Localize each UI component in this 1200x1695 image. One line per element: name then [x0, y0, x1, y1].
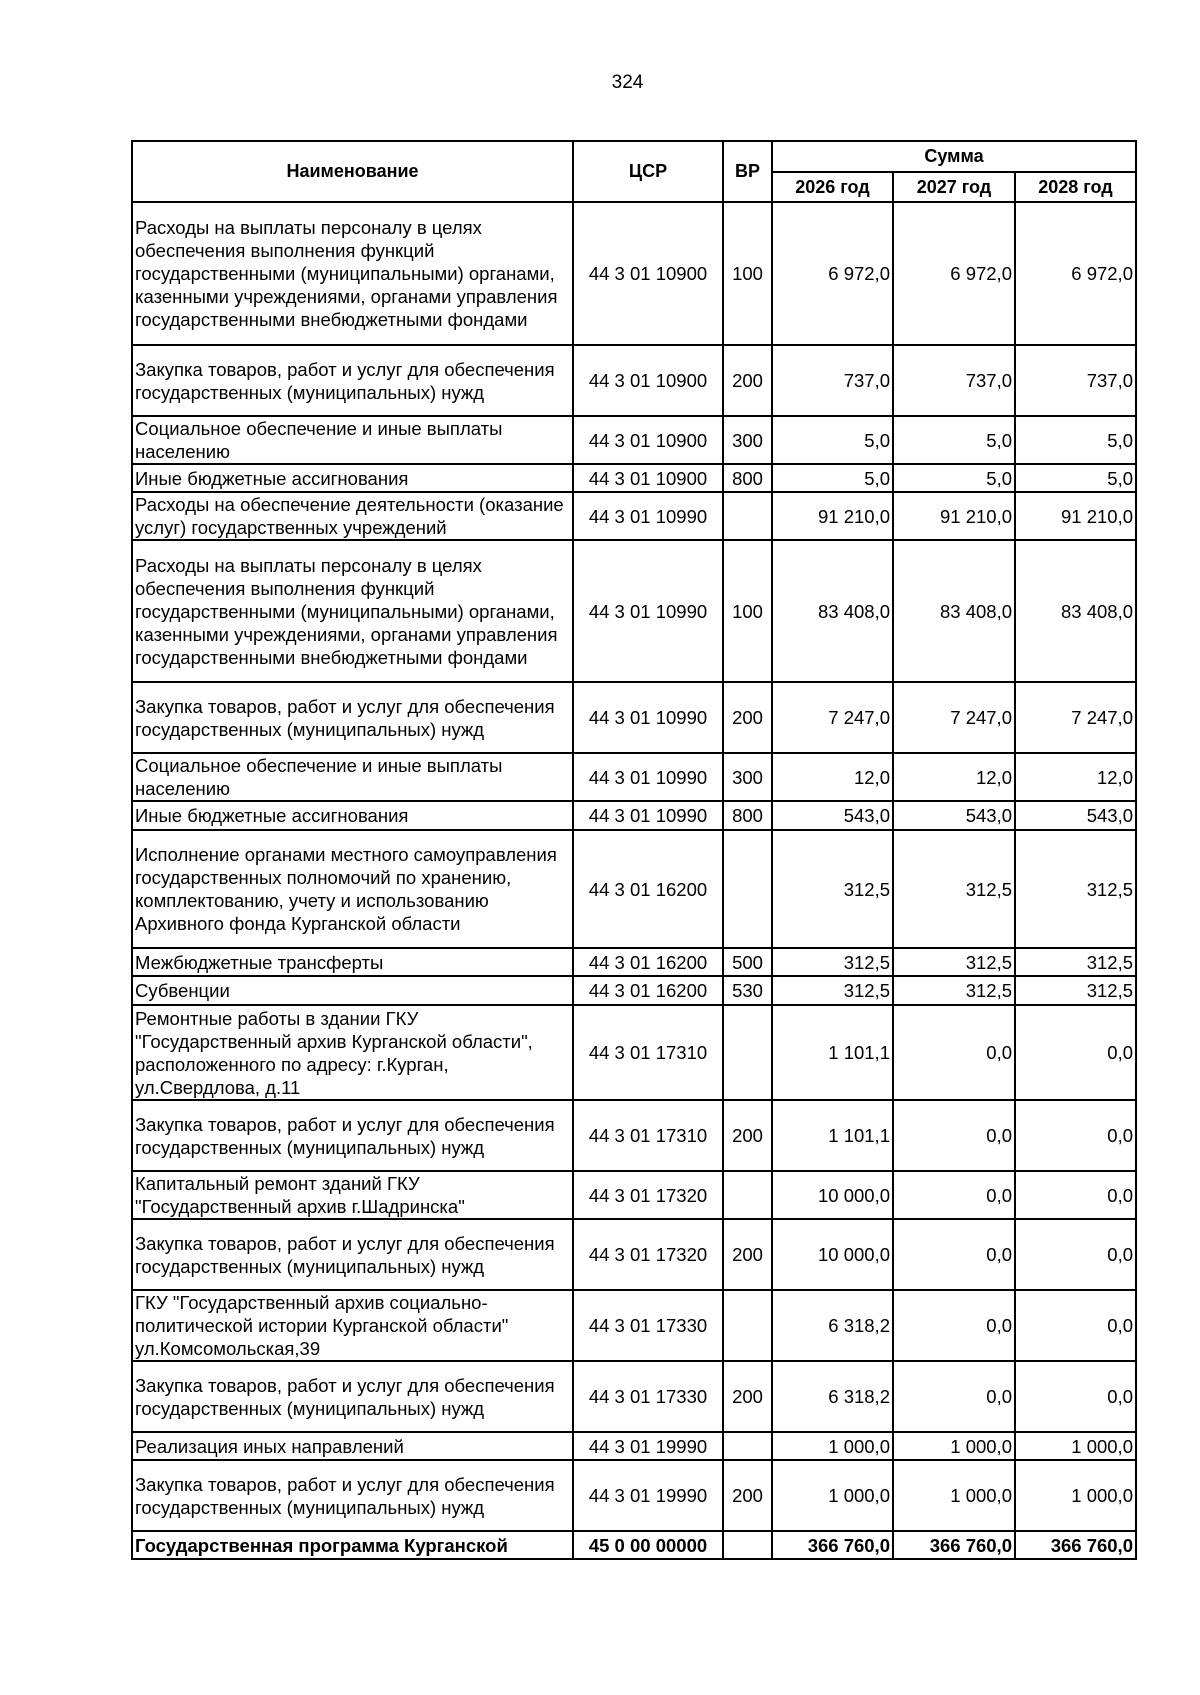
row-amount-2028: 0,0 [1015, 1005, 1136, 1100]
table-row [132, 492, 1136, 540]
row-amount-2026: 366 760,0 [772, 1531, 893, 1559]
row-name: Социальное обеспечение и иные выплаты населению [132, 753, 573, 801]
row-amount-2026: 6 972,0 [772, 202, 893, 345]
row-amount-2026: 1 000,0 [772, 1460, 893, 1531]
row-vr: 500 [723, 948, 772, 976]
table-row [132, 801, 1136, 830]
row-amount-2026: 1 101,1 [772, 1100, 893, 1171]
row-vr: 200 [723, 1100, 772, 1171]
row-csr: 44 3 01 10990 [573, 492, 723, 540]
row-name: Закупка товаров, работ и услуг для обеспечения государственных (муниципальных) нужд [132, 1460, 573, 1531]
row-vr: 200 [723, 1361, 772, 1432]
row-amount-2028: 83 408,0 [1015, 540, 1136, 682]
row-amount-2027: 6 972,0 [893, 202, 1015, 345]
row-amount-2026: 1 101,1 [772, 1005, 893, 1100]
row-csr: 44 3 01 17310 [573, 1005, 723, 1100]
row-vr [723, 492, 772, 540]
row-amount-2028: 0,0 [1015, 1290, 1136, 1361]
row-amount-2028: 6 972,0 [1015, 202, 1136, 345]
row-amount-2028: 0,0 [1015, 1171, 1136, 1219]
row-amount-2027: 737,0 [893, 345, 1015, 416]
row-csr: 44 3 01 19990 [573, 1432, 723, 1460]
table-row [132, 416, 1136, 464]
row-name: Расходы на обеспечение деятельности (оказание услуг) государственных учреждений [132, 492, 573, 540]
row-amount-2027: 0,0 [893, 1290, 1015, 1361]
table-row [132, 540, 1136, 682]
row-name: Субвенции [132, 976, 573, 1005]
row-vr: 300 [723, 416, 772, 464]
row-vr: 300 [723, 753, 772, 801]
header-sum: Сумма [772, 141, 1136, 172]
row-amount-2026: 6 318,2 [772, 1361, 893, 1432]
row-amount-2028: 1 000,0 [1015, 1460, 1136, 1531]
row-csr: 44 3 01 10900 [573, 345, 723, 416]
row-amount-2028: 0,0 [1015, 1100, 1136, 1171]
row-amount-2026: 312,5 [772, 948, 893, 976]
page-number: 324 [611, 72, 644, 93]
header-2026: 2026 год [772, 172, 893, 202]
table-row [132, 1361, 1136, 1432]
row-name: Расходы на выплаты персоналу в целях обеспечения выполнения функций государственными (муниципальными) органами, казенными учреждениями, органами управления государственными внебюджетными фондами [132, 540, 573, 682]
row-name: Государственная программа Курганской [132, 1531, 573, 1559]
row-amount-2028: 366 760,0 [1015, 1531, 1136, 1559]
row-amount-2027: 1 000,0 [893, 1432, 1015, 1460]
table-row [132, 345, 1136, 416]
row-name: Закупка товаров, работ и услуг для обеспечения государственных (муниципальных) нужд [132, 345, 573, 416]
row-csr: 44 3 01 16200 [573, 948, 723, 976]
row-csr: 44 3 01 17330 [573, 1290, 723, 1361]
row-amount-2028: 91 210,0 [1015, 492, 1136, 540]
row-name: Закупка товаров, работ и услуг для обеспечения государственных (муниципальных) нужд [132, 682, 573, 753]
table-row [132, 830, 1136, 948]
row-name: Социальное обеспечение и иные выплаты населению [132, 416, 573, 464]
row-vr [723, 1531, 772, 1559]
row-amount-2026: 10 000,0 [772, 1219, 893, 1290]
row-amount-2028: 543,0 [1015, 801, 1136, 830]
row-csr: 45 0 00 00000 [573, 1531, 723, 1559]
table-row [132, 1531, 1136, 1559]
row-amount-2028: 0,0 [1015, 1219, 1136, 1290]
table-row [132, 202, 1136, 345]
row-csr: 44 3 01 17320 [573, 1171, 723, 1219]
row-amount-2026: 83 408,0 [772, 540, 893, 682]
table-row [132, 1432, 1136, 1460]
table-row [132, 753, 1136, 801]
row-vr [723, 1005, 772, 1100]
row-amount-2026: 312,5 [772, 830, 893, 948]
row-amount-2026: 1 000,0 [772, 1432, 893, 1460]
budget-table [131, 140, 1137, 1560]
table-row [132, 1460, 1136, 1531]
row-vr [723, 1432, 772, 1460]
row-csr: 44 3 01 10990 [573, 540, 723, 682]
row-amount-2027: 312,5 [893, 830, 1015, 948]
table-row [132, 1005, 1136, 1100]
row-amount-2028: 7 247,0 [1015, 682, 1136, 753]
row-vr: 200 [723, 345, 772, 416]
row-amount-2026: 12,0 [772, 753, 893, 801]
row-vr: 800 [723, 801, 772, 830]
row-vr: 200 [723, 682, 772, 753]
row-csr: 44 3 01 10990 [573, 682, 723, 753]
row-amount-2028: 5,0 [1015, 416, 1136, 464]
row-vr: 200 [723, 1219, 772, 1290]
table-row [132, 1219, 1136, 1290]
header-2027: 2027 год [893, 172, 1015, 202]
row-amount-2028: 312,5 [1015, 830, 1136, 948]
row-csr: 44 3 01 17330 [573, 1361, 723, 1432]
row-csr: 44 3 01 17320 [573, 1219, 723, 1290]
row-vr: 800 [723, 464, 772, 492]
table-row [132, 682, 1136, 753]
row-amount-2027: 0,0 [893, 1005, 1015, 1100]
row-amount-2028: 1 000,0 [1015, 1432, 1136, 1460]
table-row [132, 464, 1136, 492]
row-amount-2026: 312,5 [772, 976, 893, 1005]
row-amount-2026: 5,0 [772, 416, 893, 464]
row-name: Иные бюджетные ассигнования [132, 464, 573, 492]
row-amount-2027: 83 408,0 [893, 540, 1015, 682]
row-amount-2026: 543,0 [772, 801, 893, 830]
row-name: Ремонтные работы в здании ГКУ "Государственный архив Курганской области", расположенного по адресу: г.Курган, ул.Свердлова, д.11 [132, 1005, 573, 1100]
row-amount-2026: 91 210,0 [772, 492, 893, 540]
row-amount-2028: 312,5 [1015, 976, 1136, 1005]
header-2028: 2028 год [1015, 172, 1136, 202]
row-amount-2028: 5,0 [1015, 464, 1136, 492]
row-amount-2027: 312,5 [893, 976, 1015, 1005]
row-amount-2027: 1 000,0 [893, 1460, 1015, 1531]
row-name: ГКУ "Государственный архив социально-политической истории Курганской области" ул.Комсомольская,39 [132, 1290, 573, 1361]
header-vr: ВР [723, 141, 772, 202]
row-amount-2027: 5,0 [893, 464, 1015, 492]
row-name: Расходы на выплаты персоналу в целях обеспечения выполнения функций государственными (муниципальными) органами, казенными учреждениями, органами управления государственными внебюджетными фондами [132, 202, 573, 345]
row-csr: 44 3 01 10900 [573, 464, 723, 492]
row-amount-2026: 5,0 [772, 464, 893, 492]
row-amount-2028: 12,0 [1015, 753, 1136, 801]
table-row [132, 1171, 1136, 1219]
row-amount-2027: 0,0 [893, 1100, 1015, 1171]
row-name: Межбюджетные трансферты [132, 948, 573, 976]
row-vr [723, 830, 772, 948]
row-csr: 44 3 01 19990 [573, 1460, 723, 1531]
row-csr: 44 3 01 10990 [573, 753, 723, 801]
row-name: Исполнение органами местного самоуправления государственных полномочий по хранению, комплектованию, учету и использованию Архивного фонда Курганской области [132, 830, 573, 948]
table-row [132, 948, 1136, 976]
row-vr: 530 [723, 976, 772, 1005]
row-csr: 44 3 01 17310 [573, 1100, 723, 1171]
row-name: Закупка товаров, работ и услуг для обеспечения государственных (муниципальных) нужд [132, 1100, 573, 1171]
row-name: Иные бюджетные ассигнования [132, 801, 573, 830]
table-row [132, 1100, 1136, 1171]
row-amount-2027: 0,0 [893, 1361, 1015, 1432]
row-csr: 44 3 01 10990 [573, 801, 723, 830]
header-csr: ЦСР [573, 141, 723, 202]
row-amount-2027: 366 760,0 [893, 1531, 1015, 1559]
row-amount-2028: 737,0 [1015, 345, 1136, 416]
row-amount-2028: 312,5 [1015, 948, 1136, 976]
row-amount-2028: 0,0 [1015, 1361, 1136, 1432]
row-amount-2026: 7 247,0 [772, 682, 893, 753]
table-row [132, 1290, 1136, 1361]
header-name: Наименование [132, 141, 573, 202]
row-csr: 44 3 01 16200 [573, 976, 723, 1005]
table-row [132, 976, 1136, 1005]
row-vr: 100 [723, 202, 772, 345]
row-name: Реализация иных направлений [132, 1432, 573, 1460]
row-amount-2026: 6 318,2 [772, 1290, 893, 1361]
row-name: Капитальный ремонт зданий ГКУ "Государственный архив г.Шадринска" [132, 1171, 573, 1219]
row-name: Закупка товаров, работ и услуг для обеспечения государственных (муниципальных) нужд [132, 1219, 573, 1290]
row-amount-2027: 0,0 [893, 1171, 1015, 1219]
row-amount-2027: 0,0 [893, 1219, 1015, 1290]
row-name: Закупка товаров, работ и услуг для обеспечения государственных (муниципальных) нужд [132, 1361, 573, 1432]
row-vr: 100 [723, 540, 772, 682]
row-vr [723, 1171, 772, 1219]
row-csr: 44 3 01 16200 [573, 830, 723, 948]
row-amount-2027: 5,0 [893, 416, 1015, 464]
row-amount-2026: 10 000,0 [772, 1171, 893, 1219]
row-csr: 44 3 01 10900 [573, 202, 723, 345]
row-amount-2027: 312,5 [893, 948, 1015, 976]
row-amount-2027: 12,0 [893, 753, 1015, 801]
row-amount-2026: 737,0 [772, 345, 893, 416]
row-amount-2027: 91 210,0 [893, 492, 1015, 540]
row-vr: 200 [723, 1460, 772, 1531]
row-amount-2027: 7 247,0 [893, 682, 1015, 753]
row-csr: 44 3 01 10900 [573, 416, 723, 464]
row-amount-2027: 543,0 [893, 801, 1015, 830]
row-vr [723, 1290, 772, 1361]
